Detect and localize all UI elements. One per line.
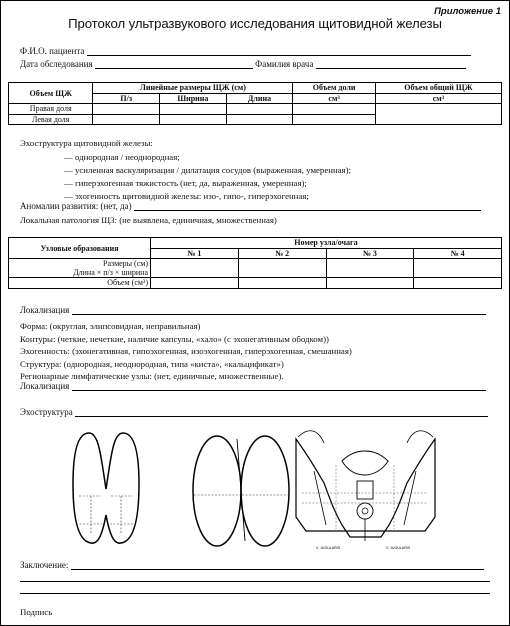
contours-label: Контуры: (четкие, нечеткие, наличие капсулы, «хало» (с эхонегативным ободком)): [20, 334, 329, 344]
echostructure2-field[interactable]: [75, 407, 488, 417]
conclusion-line-2[interactable]: [20, 581, 490, 582]
conclusion-row: [20, 560, 490, 572]
conclusion-label: Заключение:: [20, 560, 69, 570]
echostructure-item: — гиперэхогенная тяжистость (нет, да, выраженная, умеренная);: [64, 178, 307, 188]
thyroid-lobes-diagram: [189, 433, 293, 549]
form-label: Форма: (округлая, элипсовидная, неправильная): [20, 321, 201, 331]
node-2-header: № 2: [238, 248, 326, 259]
anomalies-label: Аномалии развития: (нет, да): [20, 201, 132, 211]
node-2-size-cell[interactable]: [238, 259, 326, 278]
patient-name-row: [20, 46, 490, 58]
node-4-volume-cell[interactable]: [414, 278, 502, 289]
structure-label: Структура: (однородная, неоднородная, типа «киста», «кальцификат»): [20, 359, 284, 369]
right-ap-cell[interactable]: [93, 104, 160, 115]
volume-table: [8, 82, 502, 125]
row-size-line-1: Размеры (см): [103, 259, 148, 268]
node-3-header: № 3: [326, 248, 414, 259]
lymph-nodes-label: Регионарные лимфатические узлы: (нет, единичные, множественные).: [20, 371, 284, 381]
appendix-label: Приложение 1: [434, 6, 501, 17]
anomalies-row: [20, 201, 490, 213]
nodes-table: [8, 237, 502, 289]
jugular-label-right: V. JUGULARIS: [386, 546, 411, 550]
echogenicity-label: Эхогенность: (эхонегативная, гипоэхогенная, изоэхогенная, гиперэхогенная, смешанная): [20, 346, 352, 356]
left-ap-cell[interactable]: [93, 114, 160, 125]
row-right-lobe-label: Правая доля: [9, 104, 93, 115]
col-volume-header: Объем ЩЖ: [9, 83, 93, 104]
col-width-header: Ширина: [159, 93, 226, 104]
node-1-size-cell[interactable]: [151, 259, 239, 278]
row-size-label: [9, 259, 151, 278]
exam-date-label: Дата обследования: [20, 59, 93, 69]
conclusion-field[interactable]: [71, 560, 484, 570]
localization-label: Локализация: [20, 305, 70, 315]
signature-label: Подпись: [20, 607, 53, 617]
form-title: Протокол ультразвукового исследования щитовидной железы: [68, 16, 442, 31]
patient-name-field[interactable]: [87, 46, 471, 56]
row-volume-label: Объем (см³): [9, 278, 151, 289]
node-4-header: № 4: [414, 248, 502, 259]
echostructure-item: — эхогенность щитовидной железы: изо-, гипо-, гиперэхогенная;: [64, 191, 309, 201]
node-3-volume-cell[interactable]: [326, 278, 414, 289]
right-volume-cell[interactable]: [293, 104, 376, 115]
col-total-volume-header: Объем общий ЩЖ: [375, 83, 501, 94]
echostructure-item: — усиленная васкуляризация / дилатация сосудов (выраженная, умеренная);: [64, 165, 351, 175]
exam-date-field[interactable]: [95, 59, 253, 69]
lobe-unit-label: см³: [293, 93, 376, 104]
row-left-lobe-label: Левая доля: [9, 114, 93, 125]
right-width-cell[interactable]: [159, 104, 226, 115]
col-ap-header: П/з: [93, 93, 160, 104]
echostructure2-label: Эхоструктура: [20, 407, 73, 417]
localization2-label: Локализация: [20, 381, 70, 391]
thyroid-front-diagram: [71, 429, 141, 549]
node-1-volume-cell[interactable]: [151, 278, 239, 289]
doctor-field[interactable]: [316, 59, 466, 69]
col-linear-header: Линейные размеры ЩЖ (см): [93, 83, 293, 94]
anomalies-field[interactable]: [134, 201, 481, 211]
date-doctor-row: [20, 59, 490, 71]
conclusion-line-3[interactable]: [20, 593, 490, 594]
col-lobe-volume-header: Объем доли: [293, 83, 376, 94]
patient-name-label: Ф.И.О. пациента: [20, 46, 85, 56]
right-length-cell[interactable]: [226, 104, 293, 115]
col-length-header: Длина: [226, 93, 293, 104]
total-unit-label: см³: [375, 93, 501, 104]
node-2-volume-cell[interactable]: [238, 278, 326, 289]
left-width-cell[interactable]: [159, 114, 226, 125]
jugular-label-left: V. JUGULARIS: [316, 546, 341, 550]
left-volume-cell[interactable]: [293, 114, 376, 125]
echostructure-item: — однородная / неоднородная;: [64, 152, 180, 162]
localization-field[interactable]: [72, 305, 486, 315]
col-nodes-header: Узловые образования: [9, 238, 151, 259]
left-length-cell[interactable]: [226, 114, 293, 125]
total-volume-cell[interactable]: [375, 104, 501, 125]
col-node-number-header: Номер узла/очага: [151, 238, 502, 249]
node-1-header: № 1: [151, 248, 239, 259]
localization2-field[interactable]: [72, 381, 486, 391]
echostructure-heading: Эхоструктура щитовидной железы:: [20, 138, 153, 148]
echostructure2-row: [20, 407, 490, 419]
doctor-label: Фамилия врача: [255, 59, 314, 69]
row-size-line-2: Длина × п/з × ширина: [73, 268, 148, 277]
localization-row: [20, 305, 490, 317]
local-pathology-label: Локальная патология ЩЗ: (не выявлена, единичная, множественная): [20, 215, 277, 225]
node-4-size-cell[interactable]: [414, 259, 502, 278]
node-3-size-cell[interactable]: [326, 259, 414, 278]
neck-section-diagram: [294, 421, 437, 553]
localization2-row: [20, 381, 490, 393]
